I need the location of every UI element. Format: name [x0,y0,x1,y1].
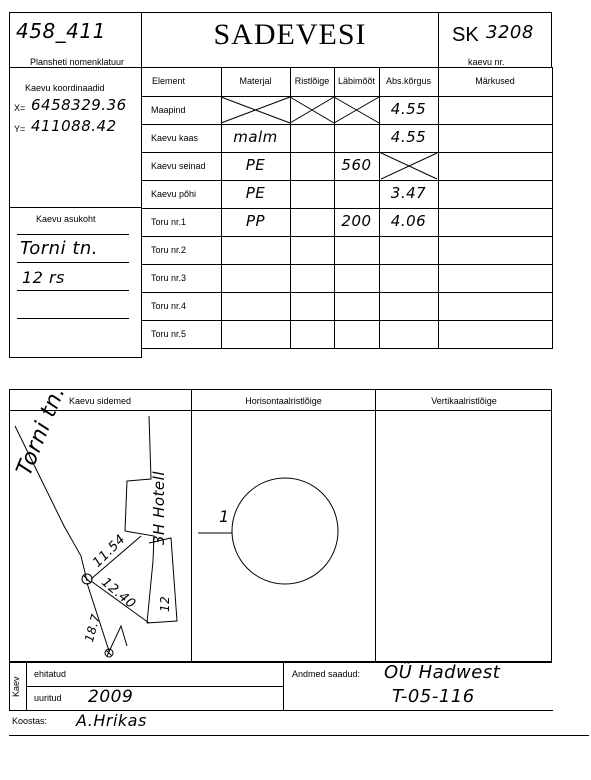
surveyed-value: 2009 [88,687,134,707]
table-row-rule [141,292,553,293]
table-row-rule [141,152,553,153]
well-number-value: 3208 [486,22,534,43]
nomenclature-label: Plansheti nomenklatuur [30,57,125,67]
cell-height: 4.06 [390,212,427,230]
author-value: A.Hrikas [76,711,147,730]
well-prefix: SK [452,24,479,46]
horizontal-section-drawing [192,411,375,661]
table-header-section: Ristlõige [294,76,330,86]
coords-label: Kaevu koordinaadid [25,83,105,93]
sketch-street-label: Torni tn. [12,382,71,480]
location-rule-1 [17,234,129,235]
table-row-rule [141,320,553,321]
table-header-diameter: Läbimõõt [337,76,376,86]
coord-y-prefix: Y= [14,124,26,134]
cell-element: Toru nr.3 [151,273,187,283]
cell-element: Kaevu kaas [151,133,199,143]
table-top-rule [141,67,553,68]
table-row-rule [141,236,553,237]
cell-height: 3.47 [390,184,427,202]
table-header-rule [141,96,553,97]
cell-material: PP [245,212,266,230]
cell-element: Toru nr.2 [151,245,187,255]
cell-height: 4.55 [390,100,427,118]
pipe-number-label: 1 [219,507,230,526]
footer-rule-bottom [9,710,285,711]
nomenclature-value: 458_411 [16,19,106,43]
cell-material: PE [245,156,266,174]
sketch-distance-3: 12 [158,595,172,612]
location-label: Kaevu asukoht [36,214,96,224]
cell-material: malm [233,128,278,146]
col-label-connections: Kaevu sidemed [68,396,132,406]
location-rule-4 [17,318,129,319]
footer-right-bottom [283,710,553,711]
table-header-notes: Märkused [475,76,515,86]
cell-element: Toru nr.1 [151,217,187,227]
table-row-rule [141,264,553,265]
cell-element: Kaevu põhi [151,189,197,199]
col-label-horizontal: Horisontaalristlõige [245,396,322,406]
data-source-value-2: T-05-116 [392,686,475,707]
surveyed-label: uuritud [34,693,62,703]
cell-material: PE [245,184,266,202]
coord-x-value: 6458329.36 [31,96,127,114]
cell-element: Toru nr.5 [151,329,187,339]
location-line2: 12 rs [22,268,65,287]
cell-diameter: 560 [341,156,372,174]
built-label: ehitatud [34,669,67,679]
table-row-rule [141,348,553,349]
table-row-rule [141,208,553,209]
table-row-rule [141,124,553,125]
page-title: SADEVESI [213,18,367,51]
footer-row-rule [26,686,283,687]
table-header-material: Materjal [239,76,272,86]
lower-divider-2 [375,389,376,662]
footer-mid-divider [283,662,284,710]
cell-height: 4.55 [390,128,427,146]
cell-element: Toru nr.4 [151,301,187,311]
sketch-building-label: 3H Hotell [150,471,168,545]
sketch-distance-4: 18.7 [82,612,103,644]
location-rule-3 [17,290,129,291]
data-source-value-1: OÜ Hadwest [384,662,501,683]
cell-element: Maapind [151,105,186,115]
author-label: Koostas: [12,716,48,726]
footer-left-edge [9,662,10,710]
cell-diameter: 200 [341,212,372,230]
table-header-height: Abs.kõrgus [385,76,432,86]
location-line1: Torni tn. [20,238,99,259]
location-rule-2 [17,262,129,263]
col-label-vertical: Vertikaalristlõige [431,396,497,406]
table-row-rule [141,180,553,181]
footer-side-label: Kaev [11,676,21,697]
coord-x-prefix: X= [14,103,26,113]
data-source-label: Andmed saadud: [292,669,361,679]
table-header-element: Element [152,76,186,86]
well-number-label: kaevu nr. [468,57,505,67]
footer-last-rule [9,735,589,736]
cell-element: Kaevu seinad [151,161,206,171]
sketch-distance-1: 11.54 [90,531,129,571]
sketch-distance-2: 12.40 [98,575,139,613]
coord-y-value: 411088.42 [31,117,117,135]
